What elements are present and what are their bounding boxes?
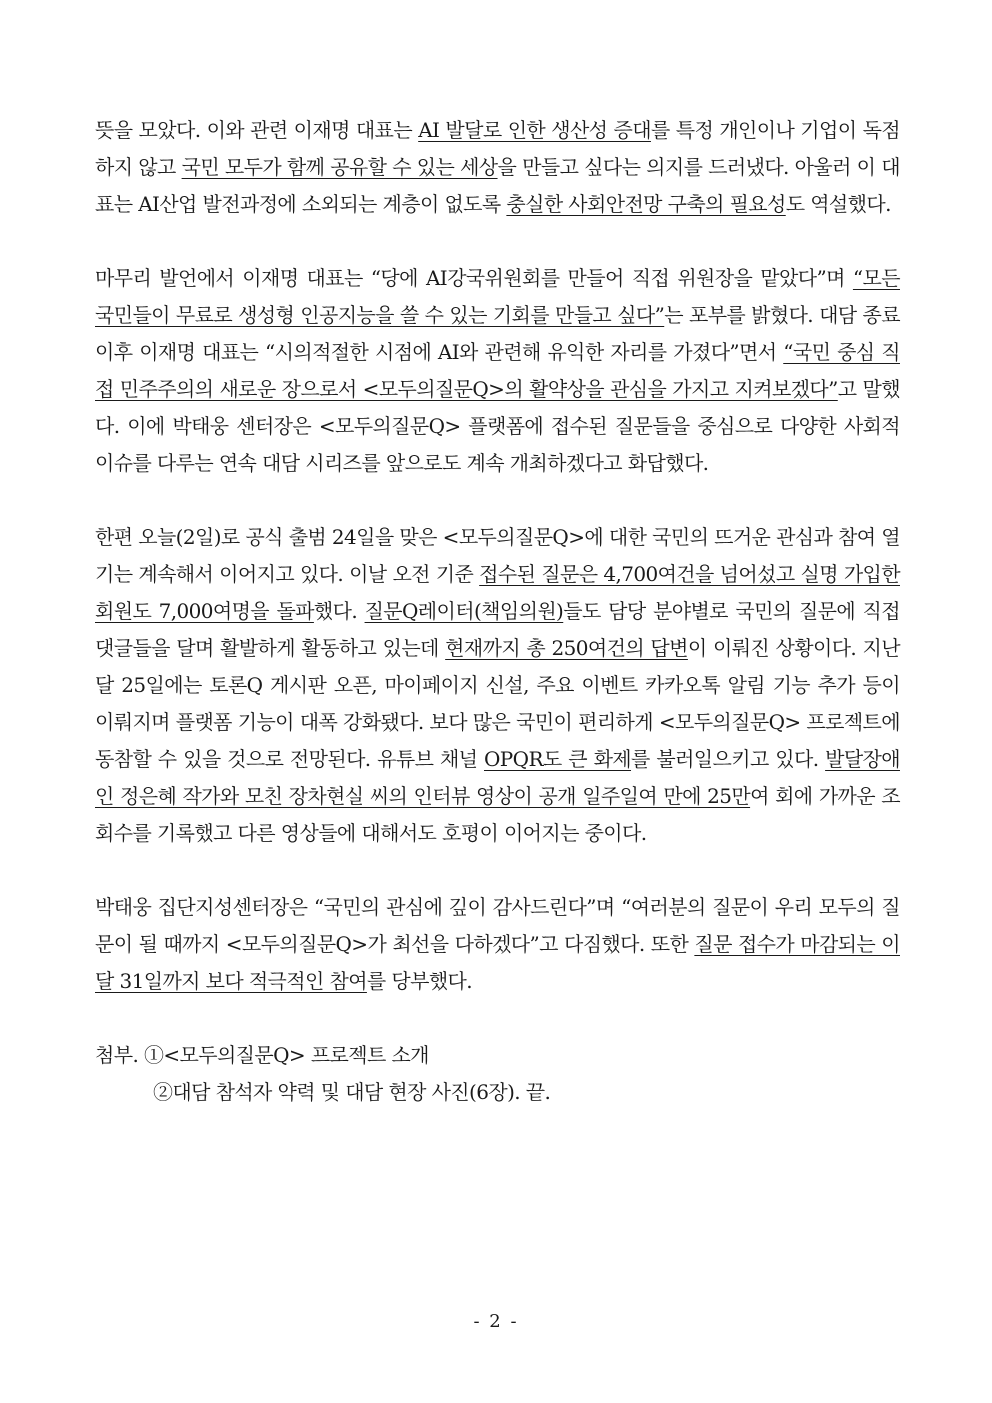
text-run: 한편 오늘(2일)로 공식 출범 24일을 맞은 <모두의질문Q>에 대한 국민의 뜨거운 관심과 참여 열기는 계속해서 이어지고 있다. 이날 오전 기준 bbox=[95, 525, 900, 586]
underlined-phrase: 질문 접수가 마감되는 이달 31일까지 보다 적극적인 참여 bbox=[95, 932, 900, 993]
text-run: 마무리 발언에서 이재명 대표는 “당에 AI강국위원회를 만들어 직접 위원장을 맡았다”며 bbox=[95, 266, 853, 290]
text-run: 이 이뤄진 상황이다. 지난달 25일에는 토론Q 게시판 오픈, 마이페이지 신설, 주요 이벤트 카카오톡 알림 기능 추가 등이 이뤄지며 플랫폼 기능이 대폭 강화됐다. 보다 많은 국민이 편리하게 <모두의질문Q> 프로젝트에 동참할 수 있을 것으로 전망된다. 유튜브 채널 bbox=[95, 636, 900, 771]
text-run: 여 회에 가까운 조회수를 기록했고 다른 영상들에 대해서도 호평이 이어지는 중이다. bbox=[95, 784, 900, 845]
attachment-line-1: 첨부. ①<모두의질문Q> 프로젝트 소개 bbox=[95, 1043, 429, 1067]
text-run: 를 특정 개인이나 기업이 독점하지 않고 bbox=[95, 118, 901, 179]
text-run: 들도 담당 분야별로 국민의 질문에 직접 댓글들을 달며 활발하게 활동하고 있는데 bbox=[95, 599, 900, 660]
paragraph-4 bbox=[95, 889, 900, 1000]
text-run: 를 당부했다. bbox=[366, 969, 473, 993]
page-number: - 2 - bbox=[473, 1311, 519, 1332]
document-body bbox=[95, 112, 900, 1111]
text-run: 를 불러일으키고 있다. bbox=[631, 747, 826, 771]
text-run: 했다. bbox=[313, 599, 365, 623]
underlined-phrase: “국민 중심 직접 민주주의의 새로운 장으로서 <모두의질문Q>의 활약상을 관심을 가지고 지켜보겠다” bbox=[95, 340, 900, 401]
underlined-phrase: “모든 국민들이 무료로 생성형 인공지능을 쓸 수 있는 기회를 만들고 싶다” bbox=[95, 266, 900, 327]
attachment-line-2: ②대담 참석자 약력 및 대담 현장 사진(6장). 끝. bbox=[153, 1080, 551, 1104]
underlined-phrase: 충실한 사회안전망 구축의 필요성 bbox=[506, 192, 786, 216]
paragraph-3 bbox=[95, 519, 900, 852]
text-run: 뜻을 모았다. 이와 관련 이재명 대표는 bbox=[95, 118, 419, 142]
underlined-phrase: 질문Q레이터(책임의원) bbox=[364, 599, 564, 623]
attachments-list bbox=[95, 1037, 900, 1111]
text-run: 는 포부를 밝혔다. 대담 종료 이후 이재명 대표는 “시의적절한 시점에 AI와 관련해 유익한 자리를 가졌다”면서 bbox=[95, 303, 900, 364]
text-run: 박태웅 집단지성센터장은 “국민의 관심에 깊이 감사드린다”며 “여러분의 질문이 우리 모두의 질문이 될 때까지 <모두의질문Q>가 최선을 다하겠다”고 다짐했다. 또한 bbox=[95, 895, 900, 956]
underlined-phrase: 접수된 질문은 4,700여건을 넘어섰고 실명 가입한 회원도 7,000여명을 돌파 bbox=[95, 562, 900, 623]
text-run: 도 역설했다. bbox=[785, 192, 891, 216]
text-run: 고 말했다. 이에 박태웅 센터장은 <모두의질문Q> 플랫폼에 접수된 질문들을 중심으로 다양한 사회적 이슈를 다루는 연속 대담 시리즈를 앞으로도 계속 개최하겠다고 화답했다. bbox=[95, 377, 900, 475]
paragraph-2 bbox=[95, 260, 900, 482]
underlined-phrase: 현재까지 총 250여건의 답변 bbox=[445, 636, 688, 660]
underlined-phrase: AI 발달로 인한 생산성 증대 bbox=[418, 118, 651, 142]
paragraph-1 bbox=[95, 112, 900, 223]
underlined-phrase: OPQR도 큰 화제 bbox=[484, 747, 632, 771]
text-run: 을 만들고 싶다는 의지를 드러냈다. 아울러 이 대표는 AI산업 발전과정에 소외되는 계층이 없도록 bbox=[95, 155, 900, 216]
underlined-phrase: 국민 모두가 함께 공유할 수 있는 세상 bbox=[181, 155, 498, 179]
underlined-phrase: 발달장애인 정은혜 작가와 모친 장차현실 씨의 인터뷰 영상이 공개 일주일여 만에 25만 bbox=[95, 747, 900, 808]
